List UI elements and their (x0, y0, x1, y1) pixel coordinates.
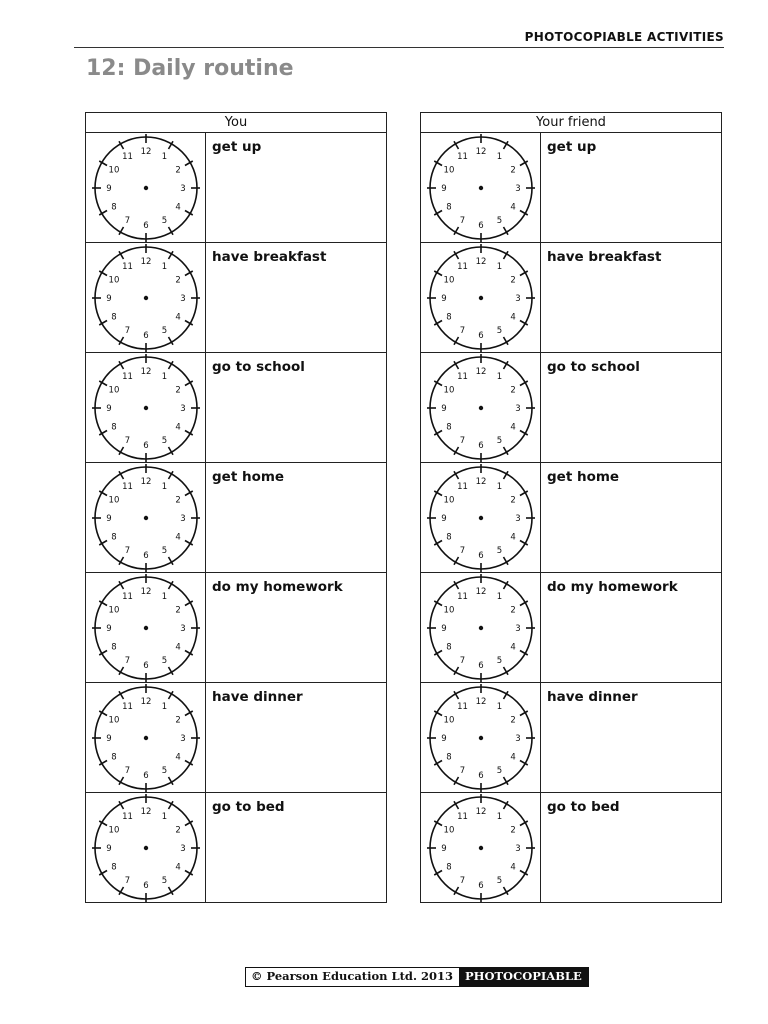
clock-number: 5 (496, 215, 502, 226)
clock-number: 3 (179, 293, 186, 304)
photocopiable-badge: PHOTOCOPIABLE (459, 968, 588, 986)
clock-number: 6 (477, 440, 484, 451)
clock-number: 6 (142, 550, 149, 561)
clock-number: 9 (105, 733, 112, 744)
clock-number: 4 (174, 312, 181, 322)
clock-number: 10 (443, 165, 454, 175)
clock-number: 2 (509, 825, 516, 835)
clock-face-icon (426, 133, 536, 243)
clock-face-icon (426, 463, 536, 573)
clock-face-icon (91, 463, 201, 573)
clock-number: 4 (509, 202, 516, 212)
clock-number: 11 (121, 151, 133, 162)
clock-number: 4 (174, 862, 181, 872)
clock-cell (86, 573, 206, 682)
clock-number: 10 (443, 715, 454, 725)
clock-number: 9 (105, 403, 112, 414)
clock-cell (86, 133, 206, 242)
clock-number: 6 (477, 330, 484, 341)
activity-cell (206, 463, 386, 572)
clock-number: 9 (105, 183, 112, 194)
clock-number: 1 (161, 811, 167, 822)
clock-number: 1 (161, 371, 167, 382)
clock-number: 2 (174, 825, 181, 835)
table-you (85, 112, 387, 903)
clock-number: 10 (108, 165, 119, 175)
table-row (86, 353, 386, 463)
clock-number: 12 (140, 146, 151, 157)
clock-number: 11 (456, 261, 468, 272)
clock-number: 4 (174, 202, 181, 212)
clock-number: 2 (509, 165, 516, 175)
clock-number: 3 (514, 623, 521, 634)
clock-number: 9 (105, 513, 112, 524)
copyright-notice: © Pearson Education Ltd. 2013 (246, 968, 459, 986)
activity-label: get up (547, 139, 597, 155)
clock-number: 6 (477, 220, 484, 231)
table-row (86, 133, 386, 243)
clock-number: 10 (108, 495, 119, 505)
table-row (421, 573, 721, 683)
clock-cell (421, 133, 541, 242)
clock-number: 4 (509, 422, 516, 432)
clock-face-icon (426, 573, 536, 683)
clock-number: 1 (496, 261, 502, 272)
clock-face-icon (426, 243, 536, 353)
clock-number: 5 (161, 215, 167, 226)
clock-number: 11 (456, 811, 468, 822)
clock-number: 5 (496, 765, 502, 776)
activity-cell (541, 683, 721, 792)
clock-number: 4 (174, 532, 181, 542)
table-row (86, 243, 386, 353)
clock-number: 11 (456, 371, 468, 382)
clock-number: 12 (140, 476, 151, 487)
clock-face-icon (426, 683, 536, 793)
clock-number: 9 (105, 293, 112, 304)
clock-number: 3 (179, 843, 186, 854)
clock-number: 1 (496, 151, 502, 162)
clock-number: 3 (514, 293, 521, 304)
clock-face-icon (91, 683, 201, 793)
clock-number: 8 (445, 642, 452, 652)
clock-number: 4 (509, 312, 516, 322)
clock-number: 3 (514, 183, 521, 194)
clock-number: 5 (161, 765, 167, 776)
clock-number: 5 (496, 325, 502, 336)
clock-number: 11 (121, 371, 133, 382)
clock-number: 7 (124, 215, 130, 226)
clock-number: 5 (161, 325, 167, 336)
clock-number: 10 (443, 825, 454, 835)
clock-number: 7 (124, 545, 130, 556)
clock-face-icon (91, 243, 201, 353)
activity-cell (541, 133, 721, 242)
clock-number: 7 (459, 655, 465, 666)
clock-number: 6 (142, 770, 149, 781)
clock-number: 9 (105, 843, 112, 854)
clock-number: 6 (142, 440, 149, 451)
clock-number: 1 (496, 701, 502, 712)
clock-number: 3 (514, 733, 521, 744)
clock-number: 3 (179, 623, 186, 634)
clock-number: 2 (509, 385, 516, 395)
clock-number: 12 (140, 806, 151, 817)
clock-number: 12 (475, 476, 486, 487)
clock-number: 8 (110, 532, 117, 542)
clock-number: 5 (161, 655, 167, 666)
table-row (86, 683, 386, 793)
clock-number: 8 (445, 422, 452, 432)
activity-label: do my homework (547, 579, 678, 595)
clock-number: 3 (514, 513, 521, 524)
clock-number: 5 (161, 875, 167, 886)
activity-cell (206, 353, 386, 462)
table-row (421, 683, 721, 793)
clock-number: 11 (121, 481, 133, 492)
activity-label: have dinner (547, 689, 638, 705)
clock-cell (421, 463, 541, 572)
clock-number: 3 (179, 403, 186, 414)
activity-cell (206, 683, 386, 792)
clock-face-icon (91, 793, 201, 903)
clock-number: 7 (124, 765, 130, 776)
clock-number: 9 (440, 183, 447, 194)
activity-cell (541, 353, 721, 462)
section-label: PHOTOCOPIABLE ACTIVITIES (524, 30, 724, 44)
clock-number: 11 (121, 261, 133, 272)
page-title: 12: Daily routine (86, 56, 294, 81)
clock-number: 10 (108, 825, 119, 835)
clock-number: 7 (459, 765, 465, 776)
clock-number: 9 (440, 403, 447, 414)
clock-number: 12 (475, 256, 486, 267)
clock-cell (421, 683, 541, 792)
clock-number: 5 (496, 655, 502, 666)
clock-number: 2 (174, 385, 181, 395)
clock-number: 4 (509, 862, 516, 872)
activity-cell (541, 463, 721, 572)
clock-number: 10 (443, 495, 454, 505)
clock-number: 2 (174, 605, 181, 615)
table-your-friend (420, 112, 722, 903)
clock-number: 12 (140, 696, 151, 707)
clock-face-icon (91, 133, 201, 243)
clock-number: 4 (174, 642, 181, 652)
activity-cell (206, 243, 386, 352)
clock-number: 6 (142, 220, 149, 231)
table-row (86, 463, 386, 573)
activity-cell (206, 793, 386, 902)
clock-number: 4 (509, 642, 516, 652)
clock-number: 2 (174, 715, 181, 725)
footer (245, 967, 589, 987)
clock-number: 11 (121, 701, 133, 712)
clock-number: 10 (443, 385, 454, 395)
clock-number: 4 (174, 752, 181, 762)
clock-number: 9 (440, 293, 447, 304)
clock-number: 1 (161, 261, 167, 272)
clock-number: 11 (456, 701, 468, 712)
activity-label: get home (547, 469, 620, 485)
clock-number: 12 (140, 586, 151, 597)
clock-number: 8 (445, 862, 452, 872)
clock-number: 8 (445, 312, 452, 322)
clock-number: 1 (496, 371, 502, 382)
clock-number: 1 (161, 481, 167, 492)
clock-number: 7 (459, 435, 465, 446)
activity-label: get home (212, 469, 285, 485)
clock-number: 11 (121, 811, 133, 822)
clock-number: 9 (440, 623, 447, 634)
clock-number: 8 (445, 752, 452, 762)
clock-number: 6 (477, 550, 484, 561)
clock-number: 11 (456, 151, 468, 162)
clock-number: 12 (475, 696, 486, 707)
clock-number: 3 (179, 733, 186, 744)
clock-number: 10 (108, 385, 119, 395)
table-row (421, 793, 721, 902)
clock-number: 5 (496, 875, 502, 886)
clock-face-icon (91, 353, 201, 463)
clock-number: 2 (509, 605, 516, 615)
clock-number: 1 (161, 151, 167, 162)
clock-number: 3 (179, 513, 186, 524)
clock-number: 8 (110, 312, 117, 322)
table-row (421, 353, 721, 463)
clock-number: 8 (445, 532, 452, 542)
clock-number: 2 (509, 715, 516, 725)
clock-number: 2 (174, 275, 181, 285)
clock-number: 10 (108, 605, 119, 615)
clock-number: 12 (140, 366, 151, 377)
clock-number: 8 (110, 752, 117, 762)
clock-number: 4 (509, 532, 516, 542)
table-row (421, 243, 721, 353)
clock-number: 6 (477, 770, 484, 781)
clock-number: 2 (509, 495, 516, 505)
clock-number: 7 (124, 325, 130, 336)
table-heading: You (86, 113, 386, 133)
clock-number: 6 (142, 660, 149, 671)
clock-number: 7 (459, 215, 465, 226)
clock-cell (421, 573, 541, 682)
table-row (86, 793, 386, 902)
activity-label: have breakfast (547, 249, 662, 265)
table-row (421, 463, 721, 573)
activity-label: go to school (212, 359, 305, 375)
clock-number: 10 (443, 275, 454, 285)
clock-number: 11 (456, 591, 468, 602)
clock-number: 5 (161, 435, 167, 446)
clock-number: 10 (108, 275, 119, 285)
table-heading: Your friend (421, 113, 721, 133)
clock-number: 9 (440, 843, 447, 854)
clock-number: 10 (443, 605, 454, 615)
activity-label: get up (212, 139, 262, 155)
clock-number: 7 (459, 545, 465, 556)
activity-cell (206, 133, 386, 242)
clock-number: 12 (475, 366, 486, 377)
clock-number: 10 (108, 715, 119, 725)
activity-cell (541, 793, 721, 902)
activity-cell (541, 573, 721, 682)
activity-cell (541, 243, 721, 352)
clock-number: 7 (124, 655, 130, 666)
clock-number: 9 (105, 623, 112, 634)
clock-number: 7 (459, 875, 465, 886)
clock-number: 8 (110, 642, 117, 652)
clock-number: 7 (124, 875, 130, 886)
clock-number: 8 (110, 422, 117, 432)
clock-number: 3 (514, 403, 521, 414)
clock-cell (86, 353, 206, 462)
clock-number: 5 (496, 435, 502, 446)
clock-number: 5 (496, 545, 502, 556)
clock-number: 12 (475, 806, 486, 817)
clock-cell (86, 683, 206, 792)
clock-number: 9 (440, 513, 447, 524)
clock-number: 5 (161, 545, 167, 556)
clock-number: 2 (174, 165, 181, 175)
clock-number: 3 (514, 843, 521, 854)
clock-number: 1 (496, 481, 502, 492)
clock-face-icon (91, 573, 201, 683)
clock-cell (421, 243, 541, 352)
activity-label: go to school (547, 359, 640, 375)
table-row (86, 573, 386, 683)
clock-number: 8 (445, 202, 452, 212)
clock-cell (86, 793, 206, 902)
clock-number: 3 (179, 183, 186, 194)
clock-number: 2 (174, 495, 181, 505)
activity-label: have breakfast (212, 249, 327, 265)
clock-face-icon (426, 353, 536, 463)
clock-number: 12 (475, 586, 486, 597)
activity-cell (206, 573, 386, 682)
clock-number: 8 (110, 862, 117, 872)
clock-number: 1 (496, 811, 502, 822)
clock-number: 7 (459, 325, 465, 336)
clock-number: 6 (477, 660, 484, 671)
clock-number: 2 (509, 275, 516, 285)
clock-face-icon (426, 793, 536, 903)
clock-number: 7 (124, 435, 130, 446)
clock-cell (86, 243, 206, 352)
clock-number: 6 (142, 880, 149, 891)
header-rule (74, 47, 724, 48)
clock-number: 4 (509, 752, 516, 762)
activity-label: do my homework (212, 579, 343, 595)
clock-number: 1 (161, 591, 167, 602)
clock-number: 6 (477, 880, 484, 891)
clock-number: 4 (174, 422, 181, 432)
activity-label: go to bed (212, 799, 285, 815)
table-row (421, 133, 721, 243)
clock-number: 1 (161, 701, 167, 712)
clock-number: 12 (140, 256, 151, 267)
activity-label: go to bed (547, 799, 620, 815)
activity-label: have dinner (212, 689, 303, 705)
clock-cell (86, 463, 206, 572)
clock-number: 11 (456, 481, 468, 492)
clock-number: 8 (110, 202, 117, 212)
clock-cell (421, 353, 541, 462)
clock-number: 1 (496, 591, 502, 602)
clock-number: 11 (121, 591, 133, 602)
clock-number: 9 (440, 733, 447, 744)
clock-number: 6 (142, 330, 149, 341)
clock-number: 12 (475, 146, 486, 157)
clock-cell (421, 793, 541, 902)
